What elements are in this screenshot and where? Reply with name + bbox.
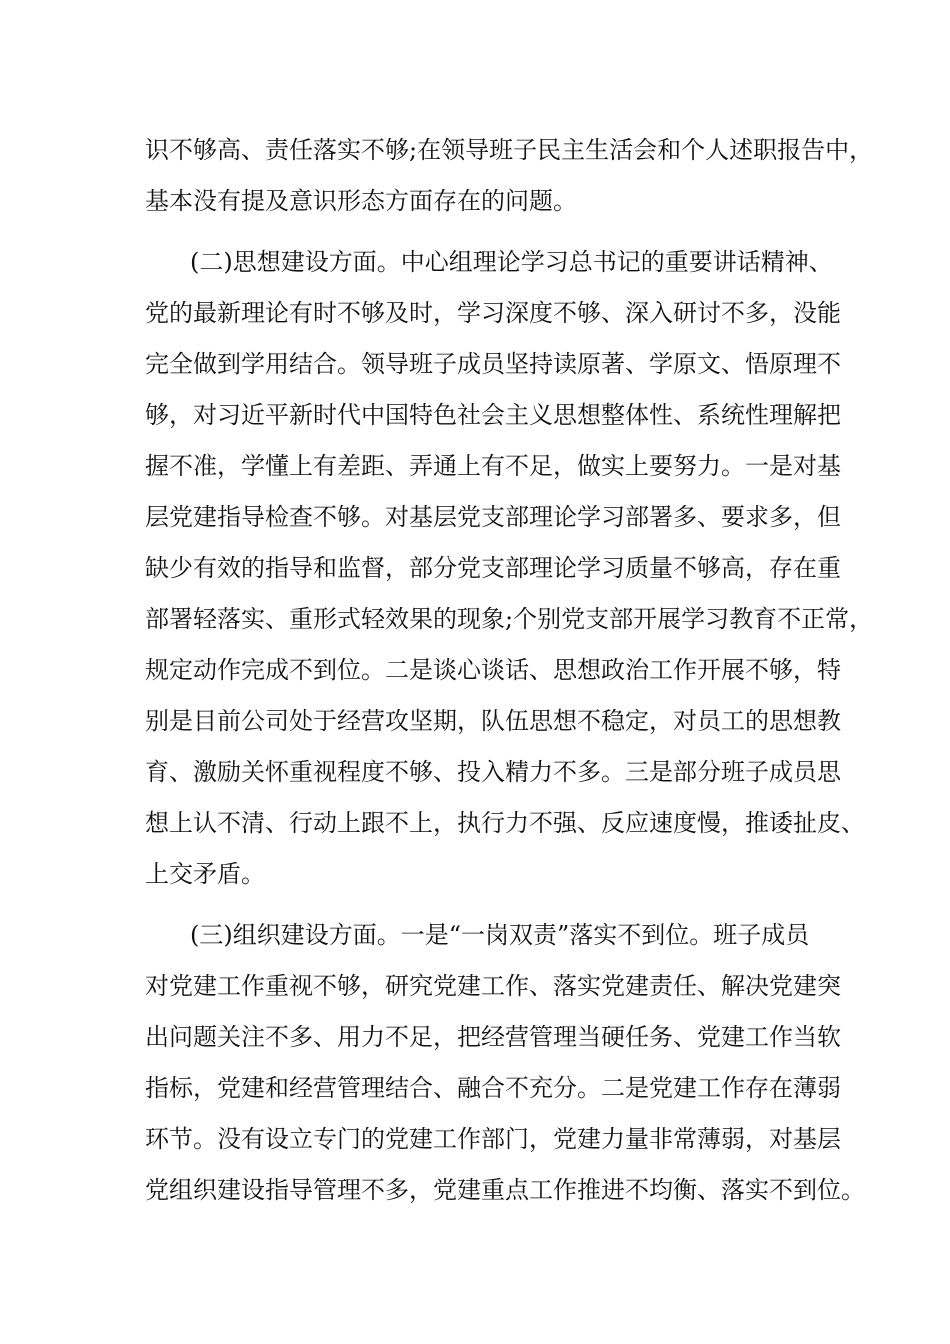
text-line: 党的最新理论有时不够及时，学习深度不够、深入研讨不多，没能 [145,299,841,327]
text-line: 层党建指导检查不够。对基层党支部理论学习部署多、要求多，但 [145,503,841,531]
text-line: 想上认不清、行动上跟不上，执行力不强、反应速度慢，推诿扯皮、 [145,809,865,837]
text-line: 党组织建设指导管理不多，党建重点工作推进不均衡、落实不到位。 [145,1176,865,1204]
text-line: 够，对习近平新时代中国特色社会主义思想整体性、系统性理解把 [145,401,841,429]
text-line: 规定动作完成不到位。二是谈心谈话、思想政治工作开展不够，特 [145,656,841,684]
text-line: 握不准，学懂上有差距、弄通上有不足，做实上要努力。一是对基 [145,452,841,480]
text-line: 别是目前公司处于经营攻坚期，队伍思想不稳定，对员工的思想教 [145,707,841,735]
text-line: 识不够高、责任落实不够;在领导班子民主生活会和个人述职报告中， [145,136,874,164]
text-line: 指标，党建和经营管理结合、融合不充分。二是党建工作存在薄弱 [145,1074,841,1102]
section-3-heading-line: (三)组织建设方面。一是“一岗双责”落实不到位。班子成员 [190,921,810,949]
text-line: 出问题关注不多、用力不足，把经营管理当硬任务、党建工作当软 [145,1023,841,1051]
text-line: 上交矛盾。 [145,860,265,888]
text-line: 缺少有效的指导和监督，部分党支部理论学习质量不够高，存在重 [145,554,841,582]
text-line: 育、激励关怀重视程度不够、投入精力不多。三是部分班子成员思 [145,758,841,786]
text-line: 环节。没有设立专门的党建工作部门，党建力量非常薄弱，对基层 [145,1125,841,1153]
text-line: 完全做到学用结合。领导班子成员坚持读原著、学原文、悟原理不 [145,350,841,378]
text-line: 基本没有提及意识形态方面存在的问题。 [145,187,577,215]
text-line: 对党建工作重视不够，研究党建工作、落实党建责任、解决党建突 [145,972,841,1000]
section-2-heading-line: (二)思想建设方面。中心组理论学习总书记的重要讲话精神、 [190,248,833,276]
text-line: 部署轻落实、重形式轻效果的现象;个别党支部开展学习教育不正常， [145,605,874,633]
